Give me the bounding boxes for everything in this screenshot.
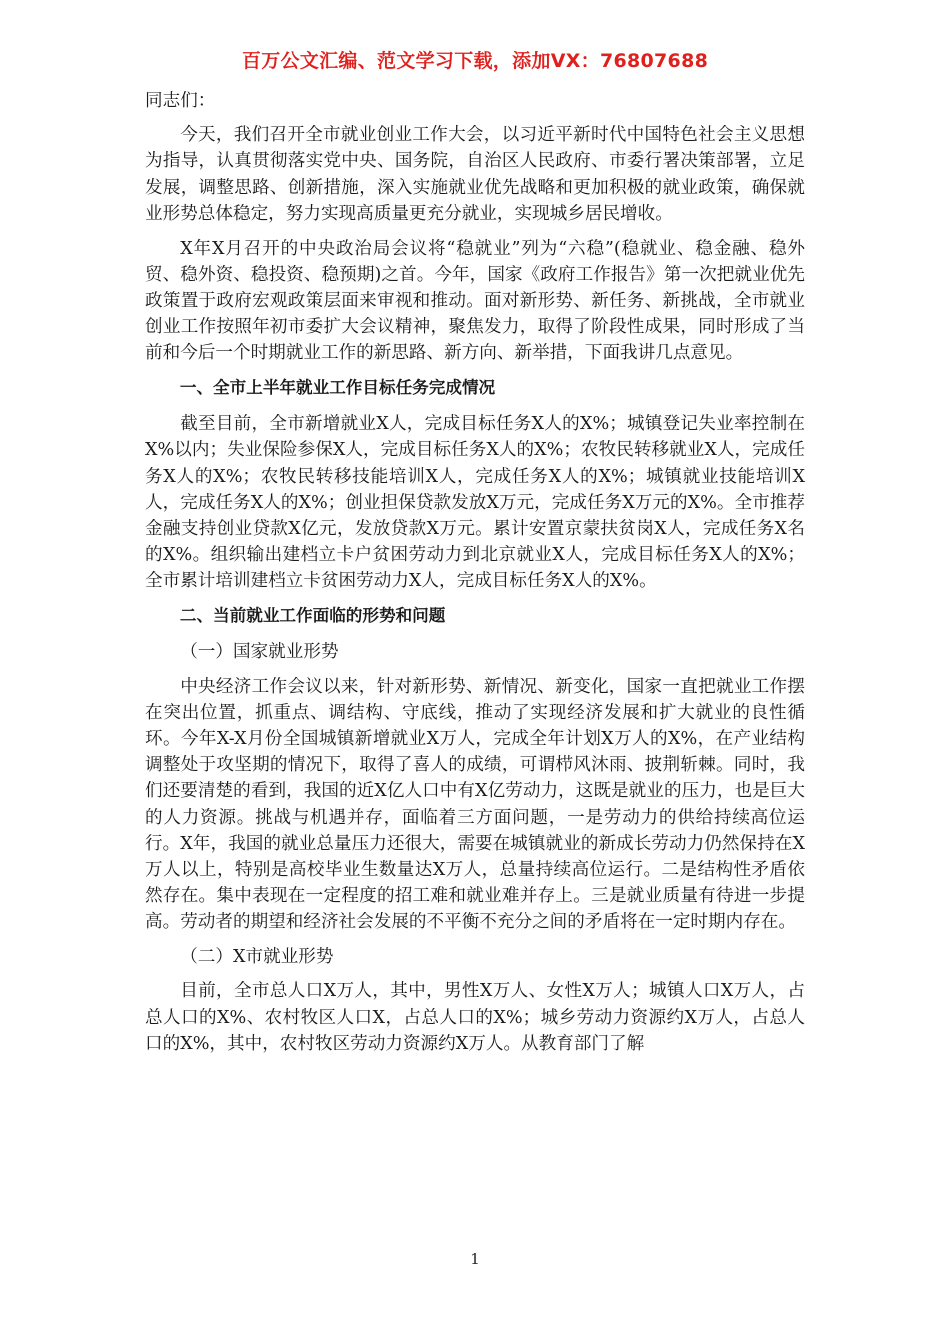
document-body — [145, 88, 805, 1065]
section-heading-2: 二、当前就业工作面临的形势和问题 — [179, 606, 446, 626]
section-1-paragraph: 截至目前，全市新增就业X人，完成目标任务X人的X%；城镇登记失业率控制在X%以内；失业保险参保X人，完成目标任务X人的X%；农牧民转移就业X人，完成任务X人的X%；农牧民转移技能培训X人，完成任务X人的X%；城镇就业技能培训X人，完成任务X人的X%；创业担保贷款发放X万元，完成任务X万元的X%。全市推荐金融支持创业贷款X亿元，发放贷款X万元。累计安置京蒙扶贫岗X人，完成任务X名的X%。组织输出建档立卡户贫困劳动力到北京就业X人，完成目标任务X人的X%；全市累计培训建档立卡贫困劳动力X人，完成目标任务X人的X%。 — [145, 414, 805, 592]
download-banner: 百万公文汇编、范文学习下载，添加VX：76807688 — [241, 50, 709, 72]
intro-paragraph-1: 今天，我们召开全市就业创业工作大会，以习近平新时代中国特色社会主义思想为指导，认真贯彻落实党中央、国务院，自治区人民政府、市委行署决策部署，立足发展，调整思路、创新措施，深入实施就业优先战略和更加积极的就业政策，确保就业形势总体稳定，努力实现高质量更充分就业，实现城乡居民增收。 — [145, 125, 805, 224]
section-heading-1: 一、全市上半年就业工作目标任务完成情况 — [179, 378, 496, 398]
subsection-city-paragraph: 目前，全市总人口X万人，其中，男性X万人、女性X万人；城镇人口X万人，占总人口的X%、农村牧区人口X，占总人口的X%；城乡劳动力资源约X万人，占总人口的X%，其中，农村牧区劳动力资源约X万人。从教育部门了解 — [145, 981, 805, 1054]
salutation: 同志们： — [145, 91, 216, 111]
subsection-heading-city: （二）X市就业形势 — [180, 947, 334, 968]
subsection-national-paragraph: 中央经济工作会议以来，针对新形势、新情况、新变化，国家一直把就业工作摆在突出位置，抓重点、调结构、守底线，推动了实现经济发展和扩大就业的良性循环。今年X-X月份全国城镇新增就业X万人，完成全年计划X万人的X%，在产业结构调整处于攻坚期的情况下，取得了喜人的成绩，可谓栉风沐雨、披荆斩棘。同时，我们还要清楚的看到，我国的近X亿人口中有X亿劳动力，这既是就业的压力，也是巨大的人力资源。挑战与机遇并存，面临着三方面问题，一是劳动力的供给持续高位运行。X年，我国的就业总量压力还很大，需要在城镇就业的新成长劳动力仍然保持在X万人以上，特别是高校毕业生数量达X万人，总量持续高位运行。二是结构性矛盾依然存在。集中表现在一定程度的招工难和就业难并存上。三是就业质量有待进一步提高。劳动者的期望和经济社会发展的不平衡不充分之间的矛盾将在一定时期内存在。 — [145, 676, 805, 933]
page-number: 1 — [470, 1250, 480, 1268]
subsection-heading-national: （一）国家就业形势 — [180, 642, 339, 663]
intro-paragraph-2: X年X月召开的中央政治局会议将“稳就业”列为“六稳”(稳就业、稳金融、稳外贸、稳外资、稳投资、稳预期)之首。今年，国家《政府工作报告》第一次把就业优先政策置于政府宏观政策层面来审视和推动。面对新形势、新任务、新挑战，全市就业创业工作按照年初市委扩大会议精神，聚焦发力，取得了阶段性成果，同时形成了当前和今后一个时期就业工作的新思路、新方向、新举措，下面我讲几点意见。 — [145, 238, 805, 364]
